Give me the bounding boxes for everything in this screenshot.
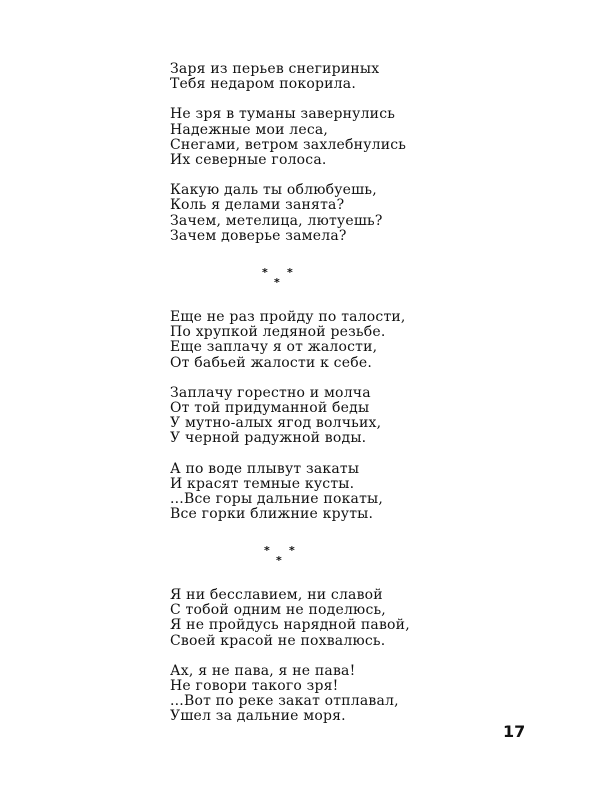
verse-line: Ах, я не пава, я не пава! (170, 662, 356, 679)
verse-line: Ушел за дальние моря. (170, 708, 346, 725)
verse-line: От той придуманной беды (170, 400, 370, 417)
asterisk-icon: * (262, 266, 268, 279)
poem-3 (170, 588, 410, 725)
verse-line: Не говори такого зря! (170, 678, 339, 695)
asterisk-icon: * (276, 554, 282, 567)
verse-line: Своей красой не похвалюсь. (170, 632, 386, 649)
verse-line: Какую даль ты облюбуешь, (170, 182, 377, 199)
verse-line: У мутно-алых ягод волчьих, (170, 415, 382, 432)
verse-line: По хрупкой ледяной резьбе. (170, 324, 386, 341)
stanza (170, 386, 406, 447)
stanza (170, 664, 410, 725)
asterism-separator (260, 546, 320, 570)
asterisk-icon: * (274, 276, 280, 289)
stanza (170, 462, 406, 523)
verse-line: ...Все горы дальние покаты, (170, 491, 384, 508)
verse-line: Я не пройдусь нарядной павой, (170, 617, 410, 634)
stanza (170, 107, 406, 168)
poem-2 (170, 310, 406, 522)
verse-line: Не зря в туманы завернулись (170, 106, 396, 123)
verse-line: С тобой одним не поделюсь, (170, 602, 386, 619)
verse-line: Надежные мои леса, (170, 121, 329, 138)
verse-line: Еще не раз пройду по талости, (170, 309, 406, 325)
verse-line: Зачем, метелица, лютуешь? (170, 212, 383, 229)
verse-line: ...Вот по реке закат отплавал, (170, 693, 399, 710)
stanza (170, 310, 406, 371)
verse-line: Их северные голоса. (170, 152, 327, 169)
verse-line: И красят темные кусты. (170, 475, 355, 492)
stanza (170, 183, 406, 244)
verse-line: От бабьей жалости к себе. (170, 354, 372, 371)
poem-1 (170, 62, 406, 244)
verse-line: У черной радужной воды. (170, 430, 367, 447)
verse-line: Заря из перьев снегириных (170, 61, 380, 77)
verse-line: Зачем доверье замела? (170, 227, 347, 244)
asterisk-icon: * (287, 266, 293, 279)
stanza (170, 62, 406, 92)
asterisk-icon: * (264, 544, 270, 557)
verse-line: Тебя недаром покорила. (170, 76, 356, 93)
verse-line: Заплачу горестно и молча (170, 384, 371, 401)
stanza (170, 588, 410, 649)
verse-line: Я ни бесславием, ни славой (170, 587, 383, 603)
asterisk-icon: * (289, 544, 295, 557)
verse-line: Снегами, ветром захлебнулись (170, 136, 407, 153)
verse-line: Все горки ближние круты. (170, 506, 374, 523)
verse-line: Еще заплачу я от жалости, (170, 339, 378, 356)
verse-line: А по воде плывут закаты (170, 460, 360, 477)
page-number: 17 (503, 722, 526, 741)
verse-line: Коль я делами занята? (170, 197, 345, 214)
asterism-separator (258, 268, 318, 292)
